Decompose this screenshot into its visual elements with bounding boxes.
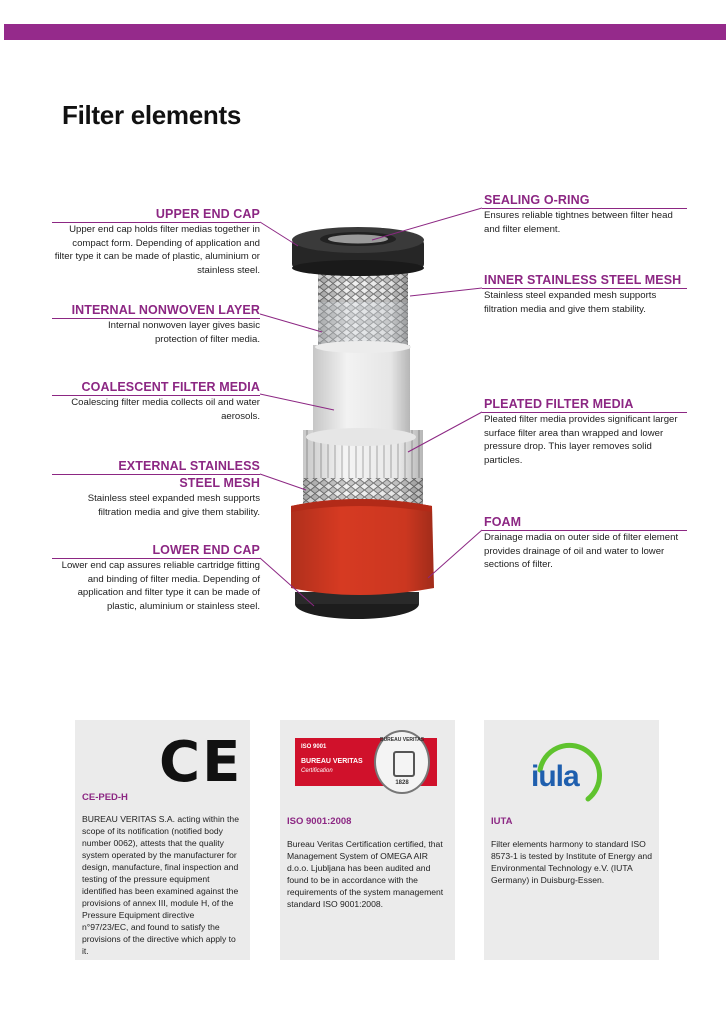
cert-description: BUREAU VERITAS S.A. acting within the scope of its notification (notified body number 0062), attests that the quality system operated by the manufacturer for design, manufacture, final inspection and testing of the pressure equipment identified has been examined against the provisions of annex III, module H, of the Pressure Equipment directive n°97/23/EC, and found to satisfy the provisions of the directive which apply to it. <box>82 814 239 956</box>
description: Pleated filter media provides significant larger surface filter area than wrapped and lower pressure drop. This layer removes solid particles. <box>484 414 678 466</box>
divider <box>52 318 260 319</box>
cert-description: Filter elements harmony to standard ISO 8573-1 is tested by Institute of Energy and Environmental Technology e.V. (IUTA Germany) in Duisburg-Essen. <box>491 839 652 885</box>
heading: UPPER END CAP <box>155 207 260 221</box>
label-pleated-filter-media <box>484 396 689 467</box>
label-lower-end-cap <box>52 542 260 613</box>
iso-logo-line-1: ISO 9001 <box>301 744 327 750</box>
divider <box>482 412 687 413</box>
label-external-stainless-steel-mesh <box>52 458 260 519</box>
cert-description: Bureau Veritas Certification certified, that Management System of OMEGA AIR d.o.o. Ljubljana has been audited and found to be in accordance with the requirements of the system management standard ISO 9001:2008. <box>287 839 444 909</box>
heading-line-1: EXTERNAL STAINLESS <box>118 459 260 473</box>
divider <box>482 288 687 289</box>
label-foam <box>484 514 689 572</box>
divider <box>52 222 260 223</box>
description: Coalescing filter media collects oil and water aerosols. <box>71 397 260 422</box>
cert-heading: IUTA <box>491 816 513 827</box>
cert-heading: ISO 9001:2008 <box>287 816 352 827</box>
coalescent-media-graphic <box>306 345 416 446</box>
label-sealing-o-ring <box>484 192 689 236</box>
cert-card-iuta <box>484 720 659 960</box>
label-inner-stainless-steel-mesh <box>484 272 689 316</box>
heading: FOAM <box>484 515 522 529</box>
seal-emblem <box>393 751 415 777</box>
nonwoven-layer-graphic <box>315 298 411 353</box>
heading: COALESCENT FILTER MEDIA <box>81 380 260 394</box>
page-title: Filter elements <box>62 100 242 130</box>
cert-card-ce <box>75 720 250 960</box>
description: Ensures reliable tightnes between filter head and filter element. <box>484 210 673 235</box>
seal-text: BUREAU VERITAS <box>379 737 425 743</box>
description: Stainless steel expanded mesh supports filtration media and give them stability. <box>484 290 657 315</box>
divider <box>52 395 260 396</box>
label-coalescent-filter-media <box>52 379 260 423</box>
iso-logo-line-2: BUREAU VERITAS <box>301 758 363 765</box>
label-upper-end-cap <box>52 206 260 277</box>
iula-logo-text: iula <box>531 760 579 793</box>
divider <box>482 208 687 209</box>
divider <box>482 530 687 531</box>
cert-heading: CE-PED-H <box>82 792 128 803</box>
upper-end-cap-graphic <box>292 227 424 276</box>
description: Internal nonwoven layer gives basic protection of filter media. <box>108 320 260 345</box>
description: Upper end cap holds filter medias together in compact form. Depending of application and filter type it can be made of plastic, aluminium or stainless steel. <box>54 224 260 276</box>
divider <box>52 474 260 475</box>
cert-card-iso <box>280 720 455 960</box>
heading: SEALING O-RING <box>484 193 590 207</box>
description: Lower end cap assures reliable cartridge fitting and binding of filter media. Depending of application and filter type it can be made of plastic, aluminium or stainless steel. <box>61 560 260 612</box>
ce-mark-logo: CE <box>159 730 243 795</box>
bureau-veritas-seal-icon <box>374 730 430 794</box>
foam-graphic <box>291 499 434 595</box>
heading: INNER STAINLESS STEEL MESH <box>484 273 682 287</box>
heading: INTERNAL NONWOVEN LAYER <box>71 303 260 317</box>
heading: PLEATED FILTER MEDIA <box>484 397 634 411</box>
iso-logo-line-3: Certification <box>301 768 333 774</box>
seal-year: 1828 <box>395 780 409 786</box>
heading-line-2: STEEL MESH <box>179 476 260 490</box>
heading: LOWER END CAP <box>152 543 260 557</box>
divider <box>52 558 260 559</box>
label-internal-nonwoven-layer <box>52 302 260 346</box>
description: Stainless steel expanded mesh supports filtration media and give them stability. <box>87 493 260 518</box>
description: Drainage madia on outer side of filter element provides drainage of oil and water to lower sections of filter. <box>484 532 679 570</box>
